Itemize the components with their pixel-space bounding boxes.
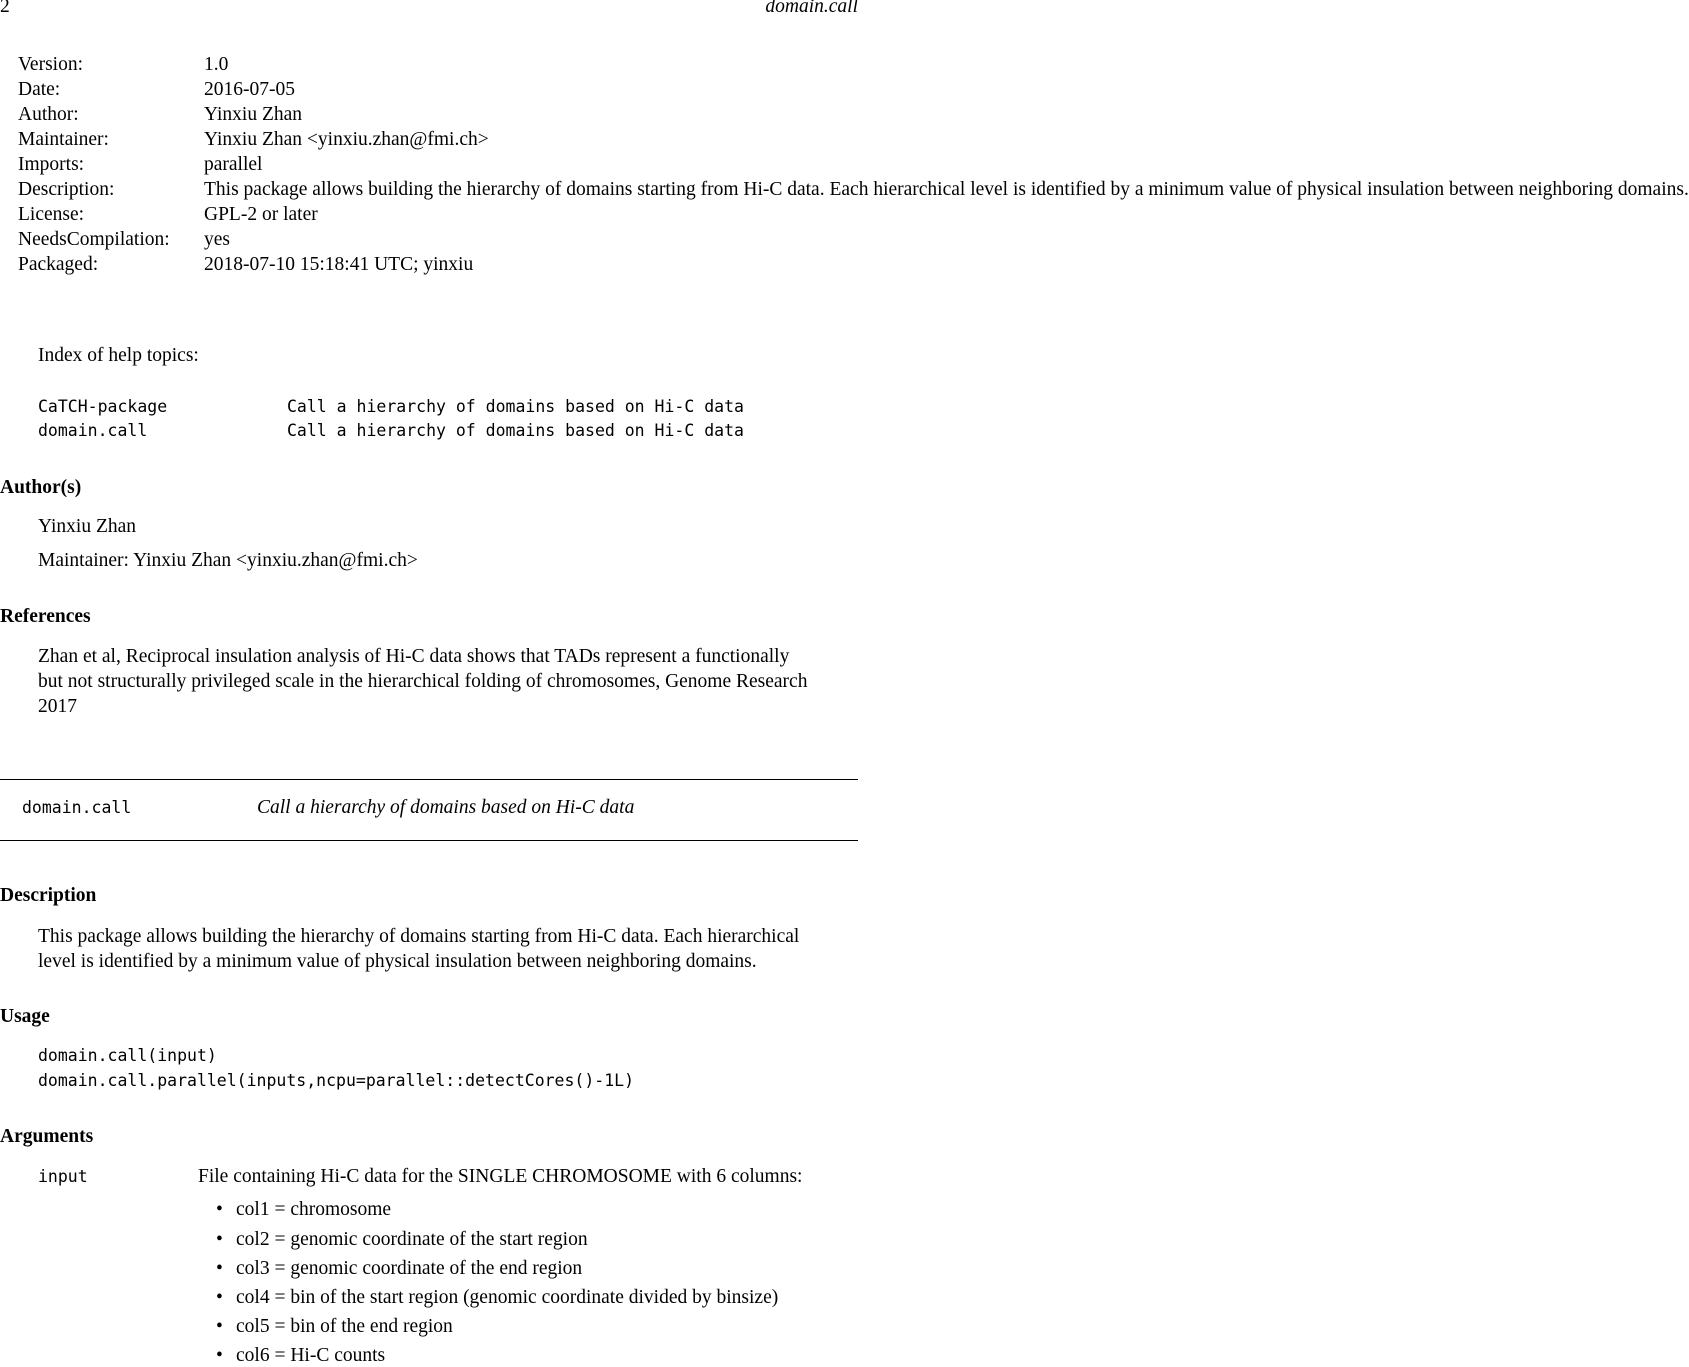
field-value: 1.0 <box>204 54 229 75</box>
argument-desc: File containing Hi-C data for the SINGLE CHROMOSOME with 6 columns: <box>198 1166 803 1187</box>
reference-line: 2017 <box>38 696 77 717</box>
section-heading-arguments: Arguments <box>0 1126 94 1147</box>
divider <box>0 840 858 841</box>
bullet-icon: • <box>216 1258 223 1279</box>
running-title: domain.call <box>765 0 858 17</box>
index-entry-desc: Call a hierarchy of domains based on Hi-C data <box>287 397 744 416</box>
argument-name: input <box>38 1167 88 1186</box>
field-key: Author: <box>18 104 79 125</box>
bullet-icon: • <box>216 1316 223 1337</box>
list-item: col4 = bin of the start region (genomic coordinate divided by binsize) <box>236 1287 779 1308</box>
page-number: 2 <box>0 0 10 17</box>
topic-title: Call a hierarchy of domains based on Hi-C data <box>257 797 635 818</box>
field-key: License: <box>18 204 85 225</box>
bullet-icon: • <box>216 1229 223 1250</box>
field-value: Yinxiu Zhan <yinxiu.zhan@fmi.ch> <box>204 129 489 150</box>
author-maintainer: Maintainer: Yinxiu Zhan <yinxiu.zhan@fmi.ch> <box>38 550 418 571</box>
field-key: Imports: <box>18 154 85 175</box>
field-value: GPL-2 or later <box>204 204 318 225</box>
field-value: Yinxiu Zhan <box>204 104 303 125</box>
index-title: Index of help topics: <box>38 345 199 366</box>
field-key: Date: <box>18 79 61 100</box>
list-item: col5 = bin of the end region <box>236 1316 453 1337</box>
field-key: Maintainer: <box>18 129 109 150</box>
field-key: Description: <box>18 179 115 200</box>
reference-line: but not structurally privileged scale in the hierarchical folding of chromosomes, Genome Research <box>38 671 808 692</box>
list-item: col6 = Hi-C counts <box>236 1345 386 1366</box>
section-heading-usage: Usage <box>0 1006 50 1027</box>
field-key: Packaged: <box>18 254 99 275</box>
section-heading-references: References <box>0 606 91 627</box>
usage-line: domain.call(input) <box>38 1046 217 1065</box>
author-name: Yinxiu Zhan <box>38 516 137 537</box>
field-value: 2016-07-05 <box>204 79 295 100</box>
description-line: level is identified by a minimum value of physical insulation between neighboring domains. <box>38 951 757 972</box>
list-item: col3 = genomic coordinate of the end region <box>236 1258 583 1279</box>
field-value: parallel <box>204 154 263 175</box>
list-item: col2 = genomic coordinate of the start region <box>236 1229 588 1250</box>
list-item: col1 = chromosome <box>236 1199 392 1220</box>
section-heading-description: Description <box>0 885 97 906</box>
index-entry-name: CaTCH-package <box>38 397 168 416</box>
field-value-description: This package allows building the hierarchy of domains starting from Hi-C data. Each hierarchical level is identified by a minimum value of physical insulation between neighboring domains. <box>204 179 1689 200</box>
field-value: 2018-07-10 15:18:41 UTC; yinxiu <box>204 254 474 275</box>
reference-line: Zhan et al, Reciprocal insulation analysis of Hi-C data shows that TADs represent a functionally <box>38 646 790 667</box>
topic-name: domain.call <box>22 798 132 817</box>
bullet-icon: • <box>216 1199 223 1220</box>
index-entry-name: domain.call <box>38 421 148 440</box>
bullet-icon: • <box>216 1287 223 1308</box>
index-entry-desc: Call a hierarchy of domains based on Hi-C data <box>287 421 744 440</box>
bullet-icon: • <box>216 1345 223 1366</box>
description-line: This package allows building the hierarchy of domains starting from Hi-C data. Each hierarchical <box>38 926 800 947</box>
divider <box>0 779 858 780</box>
field-value: yes <box>204 229 230 250</box>
field-key: Version: <box>18 54 83 75</box>
field-key: NeedsCompilation: <box>18 229 170 250</box>
section-heading-authors: Author(s) <box>0 477 82 498</box>
usage-line: domain.call.parallel(inputs,ncpu=parallel::detectCores()-1L) <box>38 1071 635 1090</box>
